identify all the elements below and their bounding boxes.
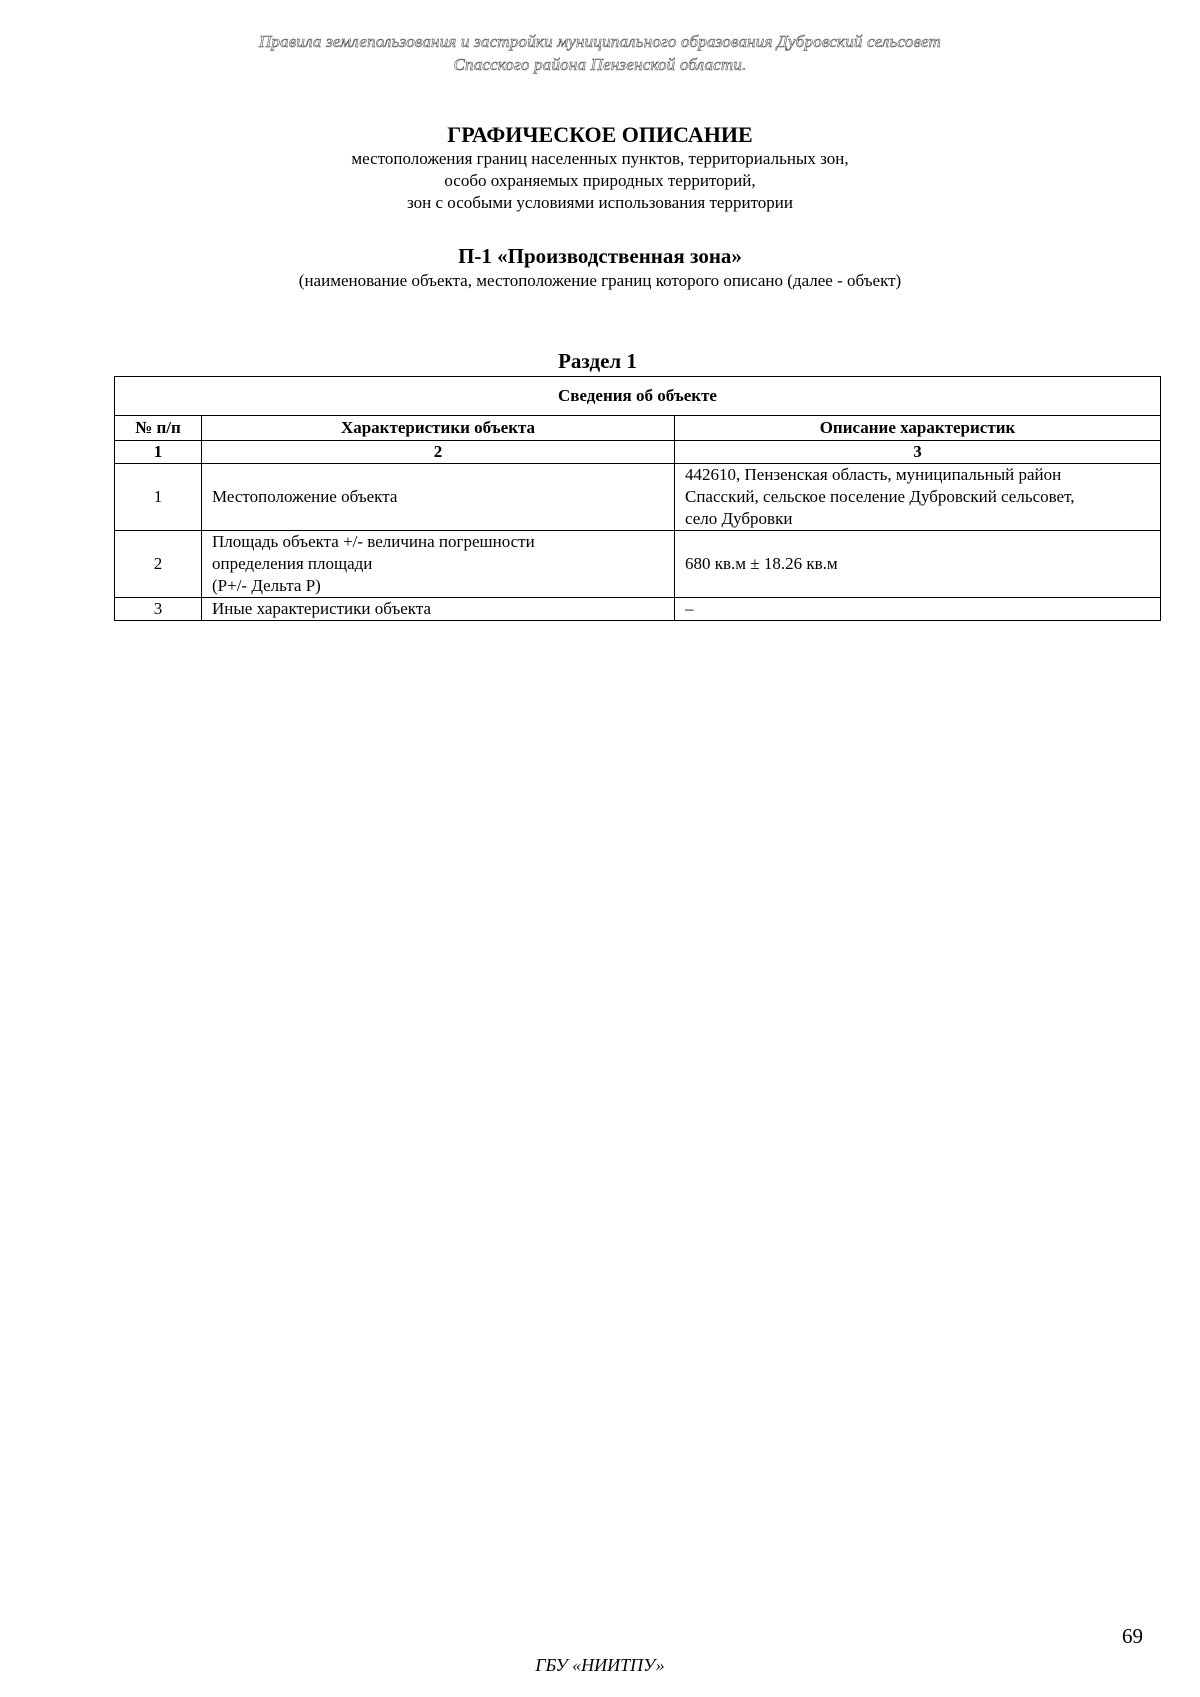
row-2-characteristic xyxy=(202,531,675,598)
object-note: (наименование объекта, местоположение границ которого описано (далее - объект) xyxy=(298,271,902,290)
row-2-characteristic-line-2: определения площади xyxy=(212,554,373,573)
row-3-characteristic xyxy=(202,598,675,621)
running-header-line-1: Правила землепользования и застройки муниципального образования Дубровский сельсовет xyxy=(258,32,942,51)
header-number: № п/п xyxy=(115,416,202,441)
table-header-row xyxy=(115,416,1161,441)
section-title xyxy=(0,348,1200,374)
row-3-description-line-1: – xyxy=(685,599,694,618)
table-row xyxy=(115,464,1161,531)
table-row xyxy=(115,598,1161,621)
header-characteristic: Характеристики объекта xyxy=(202,416,675,441)
column-number-2: 2 xyxy=(202,441,675,464)
table-column-numbers-row xyxy=(115,441,1161,464)
object-info-table xyxy=(114,376,1161,621)
row-1-description-line-2: Спасский, сельское поселение Дубровский сельсовет, xyxy=(685,487,1075,506)
footer-organization: ГБУ «НИИТПУ» xyxy=(535,1655,665,1675)
object-name: П-1 «Производственная зона» xyxy=(458,244,742,268)
row-3-characteristic-line-1: Иные характеристики объекта xyxy=(212,599,432,618)
subtitle-line-1: местоположения границ населенных пунктов, территориальных зон, xyxy=(351,149,849,168)
running-header xyxy=(0,30,1200,76)
page-number: 69 xyxy=(1122,1624,1143,1648)
row-1-characteristic-line-1: Местоположение объекта xyxy=(212,487,398,506)
row-1-description xyxy=(675,464,1161,531)
row-2-description-line-1: 680 кв.м ± 18.26 кв.м xyxy=(685,554,838,573)
column-number-3: 3 xyxy=(675,441,1161,464)
table-row xyxy=(115,531,1161,598)
row-2-number: 2 xyxy=(115,531,202,598)
section-title-text: Раздел 1 xyxy=(558,349,637,373)
header-description: Описание характеристик xyxy=(675,416,1161,441)
row-1-number: 1 xyxy=(115,464,202,531)
column-number-1: 1 xyxy=(115,441,202,464)
table-caption-row xyxy=(115,377,1161,416)
row-2-characteristic-line-3: (Р+/- Дельта Р) xyxy=(212,576,321,595)
row-1-characteristic xyxy=(202,464,675,531)
subtitle-line-3: зон с особыми условиями использования территории xyxy=(407,193,793,212)
row-1-description-line-1: 442610, Пензенская область, муниципальный район xyxy=(685,465,1062,484)
row-3-description xyxy=(675,598,1161,621)
table-caption: Сведения об объекте xyxy=(115,377,1161,416)
row-2-description xyxy=(675,531,1161,598)
row-3-number: 3 xyxy=(115,598,202,621)
running-header-line-2: Спасского района Пензенской области. xyxy=(453,55,747,74)
subtitle-line-2: особо охраняемых природных территорий, xyxy=(444,171,756,190)
document-title: ГРАФИЧЕСКОЕ ОПИСАНИЕ xyxy=(447,122,753,147)
row-2-characteristic-line-1: Площадь объекта +/- величина погрешности xyxy=(212,532,535,551)
title-block xyxy=(0,122,1200,214)
row-1-description-line-3: село Дубровки xyxy=(685,509,793,528)
